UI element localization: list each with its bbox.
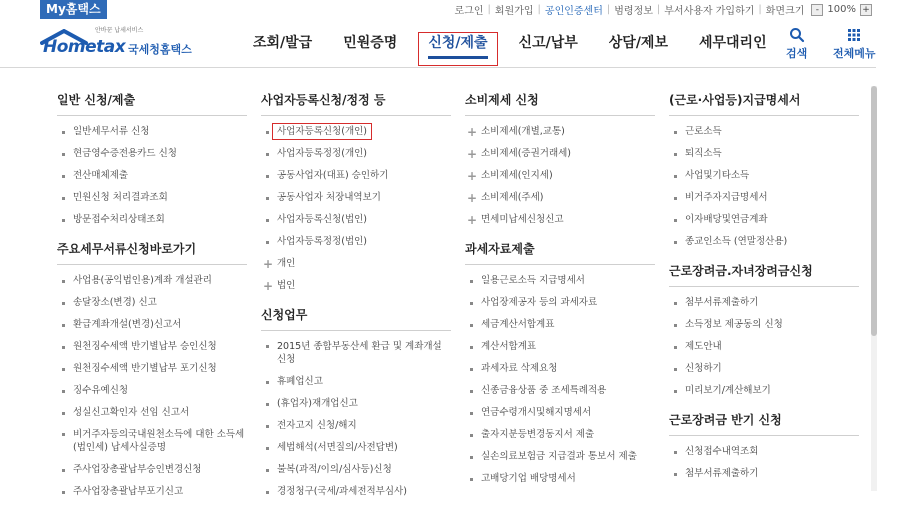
search-icon	[789, 27, 805, 43]
nav-inquiry-issue[interactable]: 조회/발급	[253, 35, 313, 51]
zoom-control	[811, 4, 872, 16]
screen-size-label: 화면크기	[765, 6, 805, 17]
nav-application-submit-label: 신청/제출	[428, 35, 488, 51]
section-title-business-registration: 사업자등록신청/정정 등	[261, 91, 451, 116]
menu-item[interactable]: 사업용(공익법인용)계좌 개설관리	[57, 270, 247, 292]
menu-column-2	[261, 91, 451, 503]
zoom-out-button[interactable]: -	[811, 4, 823, 16]
menu-item[interactable]: 신청하기	[669, 358, 859, 380]
menu-item[interactable]: 이자배당및연금계좌	[669, 209, 859, 231]
menu-item[interactable]: 사업자등록신청(법인)	[261, 209, 451, 231]
signup-link[interactable]: 회원가입	[494, 6, 534, 17]
menu-item[interactable]: 방문접수처리상태조회	[57, 209, 247, 231]
menu-item[interactable]: 주사업장총괄납부승인변경신청	[57, 459, 247, 481]
all-menu-button-label: 전체메뉴	[833, 47, 876, 60]
law-info-link[interactable]: 범령정보	[614, 6, 653, 17]
menu-column-4	[669, 91, 859, 485]
menu-item[interactable]: 퇴직소득	[669, 143, 859, 165]
search-button[interactable]	[786, 27, 807, 61]
nav-consult-report[interactable]: 상담/제보	[608, 35, 668, 51]
menu-item[interactable]: 원천징수세액 반기별납부 승인신청	[57, 336, 247, 358]
my-hometax-button[interactable]: My홈택스	[40, 0, 107, 19]
menu-item[interactable]: 원천징수세액 반기별납부 포기신청	[57, 358, 247, 380]
menu-item[interactable]: 고배당기업 배당명세서	[465, 468, 655, 490]
menu-item[interactable]: 사업자등록정정(개인)	[261, 143, 451, 165]
search-button-label: 검색	[786, 47, 808, 60]
menu-item[interactable]: 신종금융상품 중 조세특례적용	[465, 380, 655, 402]
grid-menu-icon	[847, 27, 861, 43]
menu-item[interactable]: 종교인소득 (연말정산용)	[669, 231, 859, 253]
menu-item[interactable]: 근로소득	[669, 121, 859, 143]
menu-item-expandable[interactable]: + 개인	[261, 253, 451, 275]
zoom-in-button[interactable]: +	[860, 4, 872, 16]
nav-application-submit[interactable]	[418, 19, 497, 68]
logo-wordmark: Hometax	[43, 37, 126, 57]
dept-user-signup-link[interactable]: 부서사용자 가입하기	[664, 6, 755, 17]
menu-column-3	[465, 91, 655, 490]
logo-tagline: 안바꾼 납세서비스	[95, 27, 144, 34]
menu-item[interactable]: 현금영수증전용카드 신청	[57, 143, 247, 165]
menu-item[interactable]: 실손의료보험금 지급결과 통보서 제출	[465, 446, 655, 468]
section-title-payment-statement: (근로·사업등)지급명세서	[669, 91, 859, 116]
menu-item[interactable]: 일반세무서류 신청	[57, 121, 247, 143]
menu-item[interactable]: 사업장제공자 등의 과세자료	[465, 292, 655, 314]
nav-report-payment[interactable]: 신고/납부	[518, 35, 578, 51]
hometax-logo[interactable]	[40, 25, 200, 63]
main-navigation	[243, 19, 788, 68]
menu-item[interactable]: 사업및기타소득	[669, 165, 859, 187]
section-title-tax-data-submit: 과세자료제출	[465, 240, 655, 265]
menu-item-business-registration-individual[interactable]	[261, 121, 451, 143]
section-title-half-year-credit: 근로장려금 반기 신청	[669, 411, 859, 436]
menu-item[interactable]: 성실신고확인자 선임 신고서	[57, 402, 247, 424]
utility-links: 로그인 | 회원가입 | 공인인증센터 | 범령정보 | 부서사용자 가입하기 | 화면크기 - 100% +	[451, 2, 872, 17]
menu-item-expandable[interactable]: + 소비제세(주세)	[465, 187, 655, 209]
menu-item[interactable]: 계산서합계표	[465, 336, 655, 358]
nav-tax-agent[interactable]: 세무대리인	[698, 35, 767, 51]
menu-item[interactable]: 신청접수내역조회	[669, 441, 859, 463]
menu-item[interactable]: 제도안내	[669, 336, 859, 358]
section-title-general: 일반 신청/제출	[57, 91, 247, 116]
menu-item[interactable]: (휴업자)재개업신고	[261, 393, 451, 415]
menu-item[interactable]: 소득정보 제공동의 신청	[669, 314, 859, 336]
nav-civil-certificate[interactable]: 민원증명	[343, 35, 398, 51]
menu-item[interactable]: 2015년 종합부동산세 환급 및 계좌개설 신청	[261, 336, 451, 371]
menu-item[interactable]: 비거주자등의국내원천소득에 대한 소득세(법인세) 납세사실증명	[57, 424, 247, 459]
scrollbar-thumb[interactable]	[871, 86, 877, 336]
login-link[interactable]: 로그인	[454, 6, 484, 17]
section-title-earned-income-credit: 근로장려금.자녀장려금신청	[669, 262, 859, 287]
nav-active-underline	[428, 56, 487, 59]
menu-item[interactable]: 연금수령개시및해지명세서	[465, 402, 655, 424]
menu-item[interactable]: 불복(과적/이의/심사등)신청	[261, 459, 451, 481]
menu-item[interactable]: 과세자료 삭제요청	[465, 358, 655, 380]
menu-item-label: 사업자등록신청(개인)	[272, 123, 372, 140]
scrollbar[interactable]	[871, 86, 877, 491]
right-margin	[876, 0, 900, 509]
nav-highlight-box	[418, 32, 497, 66]
section-title-application-work: 신청업무	[261, 306, 451, 331]
menu-item[interactable]: 세법해석(서면질의/사전답변)	[261, 437, 451, 459]
menu-item[interactable]: 전자고지 신청/해지	[261, 415, 451, 437]
menu-item[interactable]: 첨부서류제출하기	[669, 463, 859, 485]
menu-item[interactable]: 주사업장총괄납부포기신고	[57, 481, 247, 503]
section-title-consumption-tax: 소비제세 신청	[465, 91, 655, 116]
menu-column-1	[57, 91, 247, 503]
cert-center-link[interactable]: 공인인증센터	[544, 6, 603, 17]
menu-item[interactable]: 공동사업자 처장내역보기	[261, 187, 451, 209]
menu-item[interactable]: 징수유예신청	[57, 380, 247, 402]
menu-item[interactable]: 송달장소(변경) 신고	[57, 292, 247, 314]
menu-item[interactable]: 전산매체제출	[57, 165, 247, 187]
menu-item-expandable[interactable]: + 소비제세(개별,교통)	[465, 121, 655, 143]
mega-menu	[0, 69, 870, 509]
menu-item[interactable]: 비거주자지급명세서	[669, 187, 859, 209]
menu-item[interactable]: 휴폐업신고	[261, 371, 451, 393]
menu-item-expandable[interactable]: + 면세미납세신청신고	[465, 209, 655, 231]
menu-item[interactable]: 경정청구(국세/과세전적부심사)	[261, 481, 451, 503]
menu-item[interactable]: 첨부서류제출하기	[669, 292, 859, 314]
menu-item-expandable[interactable]: + 법인	[261, 275, 451, 297]
menu-item[interactable]: 출자지분등변경동지서 제출	[465, 424, 655, 446]
menu-item[interactable]: 공동사업자(대표) 승인하기	[261, 165, 451, 187]
header	[0, 19, 900, 68]
all-menu-button[interactable]	[833, 27, 876, 61]
menu-item[interactable]: 환급계좌개설(변경)신고서	[57, 314, 247, 336]
menu-item[interactable]: 세금계산서합계표	[465, 314, 655, 336]
logo-korean-name: 국세청홈택스	[128, 43, 192, 56]
section-title-major-docs: 주요세무서류신청바로가기	[57, 240, 247, 265]
menu-item[interactable]: 민원신청 처리결과조회	[57, 187, 247, 209]
zoom-value: 100%	[827, 4, 856, 15]
menu-item-expandable[interactable]: + 소비제세(인지세)	[465, 165, 655, 187]
menu-item[interactable]: 미리보기/계산해보기	[669, 380, 859, 402]
menu-item-expandable[interactable]: + 소비제세(증권거래세)	[465, 143, 655, 165]
menu-item[interactable]: 일용근로소득 지급명세서	[465, 270, 655, 292]
top-utility-bar	[0, 0, 900, 19]
menu-item[interactable]: 사업자등록정정(법인)	[261, 231, 451, 253]
